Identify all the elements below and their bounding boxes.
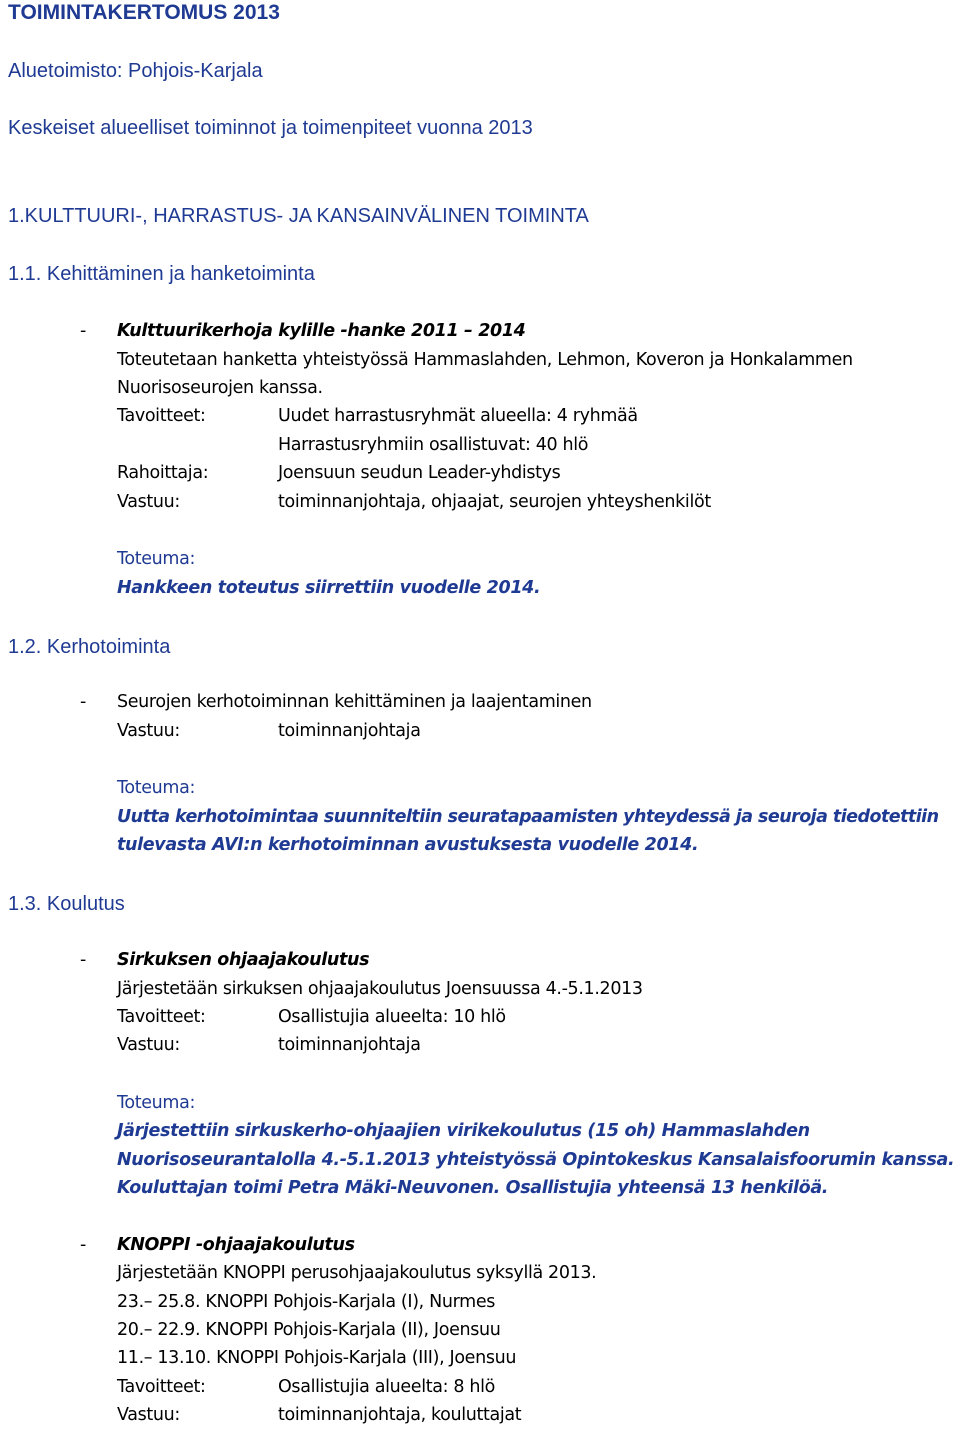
responsibility-value: toiminnanjohtaja bbox=[278, 1035, 421, 1055]
training-title: Sirkuksen ohjaajakoulutus bbox=[117, 950, 370, 970]
section-heading-1-1: 1.1. Kehittäminen ja hanketoiminta bbox=[8, 263, 315, 285]
outcome-text: Hankkeen toteutus siirrettiin vuodelle 2014. bbox=[117, 578, 541, 598]
regional-office: Aluetoimisto: Pohjois-Karjala bbox=[8, 60, 263, 82]
section-heading-1-2: 1.2. Kerhotoiminta bbox=[8, 636, 171, 658]
responsibility-label: Vastuu: bbox=[117, 492, 180, 512]
outcome-label: Toteuma: bbox=[117, 1093, 196, 1113]
goals-value: Osallistujia alueelta: 10 hlö bbox=[278, 1007, 506, 1027]
document-title: TOIMINTAKERTOMUS 2013 bbox=[8, 1, 280, 24]
outcome-label: Toteuma: bbox=[117, 778, 196, 798]
training-description: Järjestetään sirkuksen ohjaajakoulutus Joensuussa 4.-5.1.2013 bbox=[117, 979, 643, 999]
project-title: Kulttuurikerhoja kylille -hanke 2011 – 2014 bbox=[117, 321, 526, 341]
project-description: Toteutetaan hanketta yhteistyössä Hammaslahden, Lehmon, Koveron ja Honkalammen bbox=[117, 350, 853, 370]
outcome-text-cont: Nuorisoseurantalolla 4.-5.1.2013 yhteistyössä Opintokeskus Kansalaisfoorumin kanssa. bbox=[117, 1150, 955, 1170]
list-dash: - bbox=[80, 1235, 86, 1255]
responsibility-value: toiminnanjohtaja, ohjaajat, seurojen yhteyshenkilöt bbox=[278, 492, 711, 512]
training-date: 23.– 25.8. KNOPPI Pohjois-Karjala (I), Nurmes bbox=[117, 1292, 496, 1312]
outcome-text-cont: Kouluttajan toimi Petra Mäki-Neuvonen. Osallistujia yhteensä 13 henkilöä. bbox=[117, 1178, 829, 1198]
goals-value: Uudet harrastusryhmät alueella: 4 ryhmää bbox=[278, 406, 638, 426]
list-dash: - bbox=[80, 950, 86, 970]
chapter-heading: 1.KULTTUURI-, HARRASTUS- JA KANSAINVÄLINEN TOIMINTA bbox=[8, 205, 589, 227]
section-heading-1-3: 1.3. Koulutus bbox=[8, 893, 125, 915]
responsibility-label: Vastuu: bbox=[117, 1405, 180, 1425]
funder-value: Joensuun seudun Leader-yhdistys bbox=[278, 463, 561, 483]
goals-label: Tavoitteet: bbox=[117, 1007, 206, 1027]
goals-value-2: Harrastusryhmiin osallistuvat: 40 hlö bbox=[278, 435, 589, 455]
responsibility-value: toiminnanjohtaja bbox=[278, 721, 421, 741]
training-date: 20.– 22.9. KNOPPI Pohjois-Karjala (II), Joensuu bbox=[117, 1320, 501, 1340]
outcome-text-cont: tulevasta AVI:n kerhotoiminnan avustuksesta vuodelle 2014. bbox=[117, 835, 699, 855]
goals-label: Tavoitteet: bbox=[117, 406, 206, 426]
training-description: Järjestetään KNOPPI perusohjaajakoulutus syksyllä 2013. bbox=[117, 1263, 597, 1283]
outcome-label: Toteuma: bbox=[117, 549, 196, 569]
responsibility-label: Vastuu: bbox=[117, 721, 180, 741]
activity-title: Seurojen kerhotoiminnan kehittäminen ja laajentaminen bbox=[117, 692, 592, 712]
training-date: 11.– 13.10. KNOPPI Pohjois-Karjala (III), Joensuu bbox=[117, 1348, 517, 1368]
goals-value: Osallistujia alueelta: 8 hlö bbox=[278, 1377, 495, 1397]
goals-label: Tavoitteet: bbox=[117, 1377, 206, 1397]
project-description-cont: Nuorisoseurojen kanssa. bbox=[117, 378, 323, 398]
list-dash: - bbox=[80, 692, 86, 712]
outcome-text: Uutta kerhotoimintaa suunniteltiin seuratapaamisten yhteydessä ja seuroja tiedotettiin bbox=[117, 807, 939, 827]
responsibility-label: Vastuu: bbox=[117, 1035, 180, 1055]
list-dash: - bbox=[80, 321, 86, 341]
funder-label: Rahoittaja: bbox=[117, 463, 209, 483]
document-subtitle: Keskeiset alueelliset toiminnot ja toimenpiteet vuonna 2013 bbox=[8, 117, 533, 139]
responsibility-value: toiminnanjohtaja, kouluttajat bbox=[278, 1405, 522, 1425]
training-title: KNOPPI -ohjaajakoulutus bbox=[117, 1235, 355, 1255]
outcome-text: Järjestettiin sirkuskerho-ohjaajien virikekoulutus (15 oh) Hammaslahden bbox=[117, 1121, 810, 1141]
